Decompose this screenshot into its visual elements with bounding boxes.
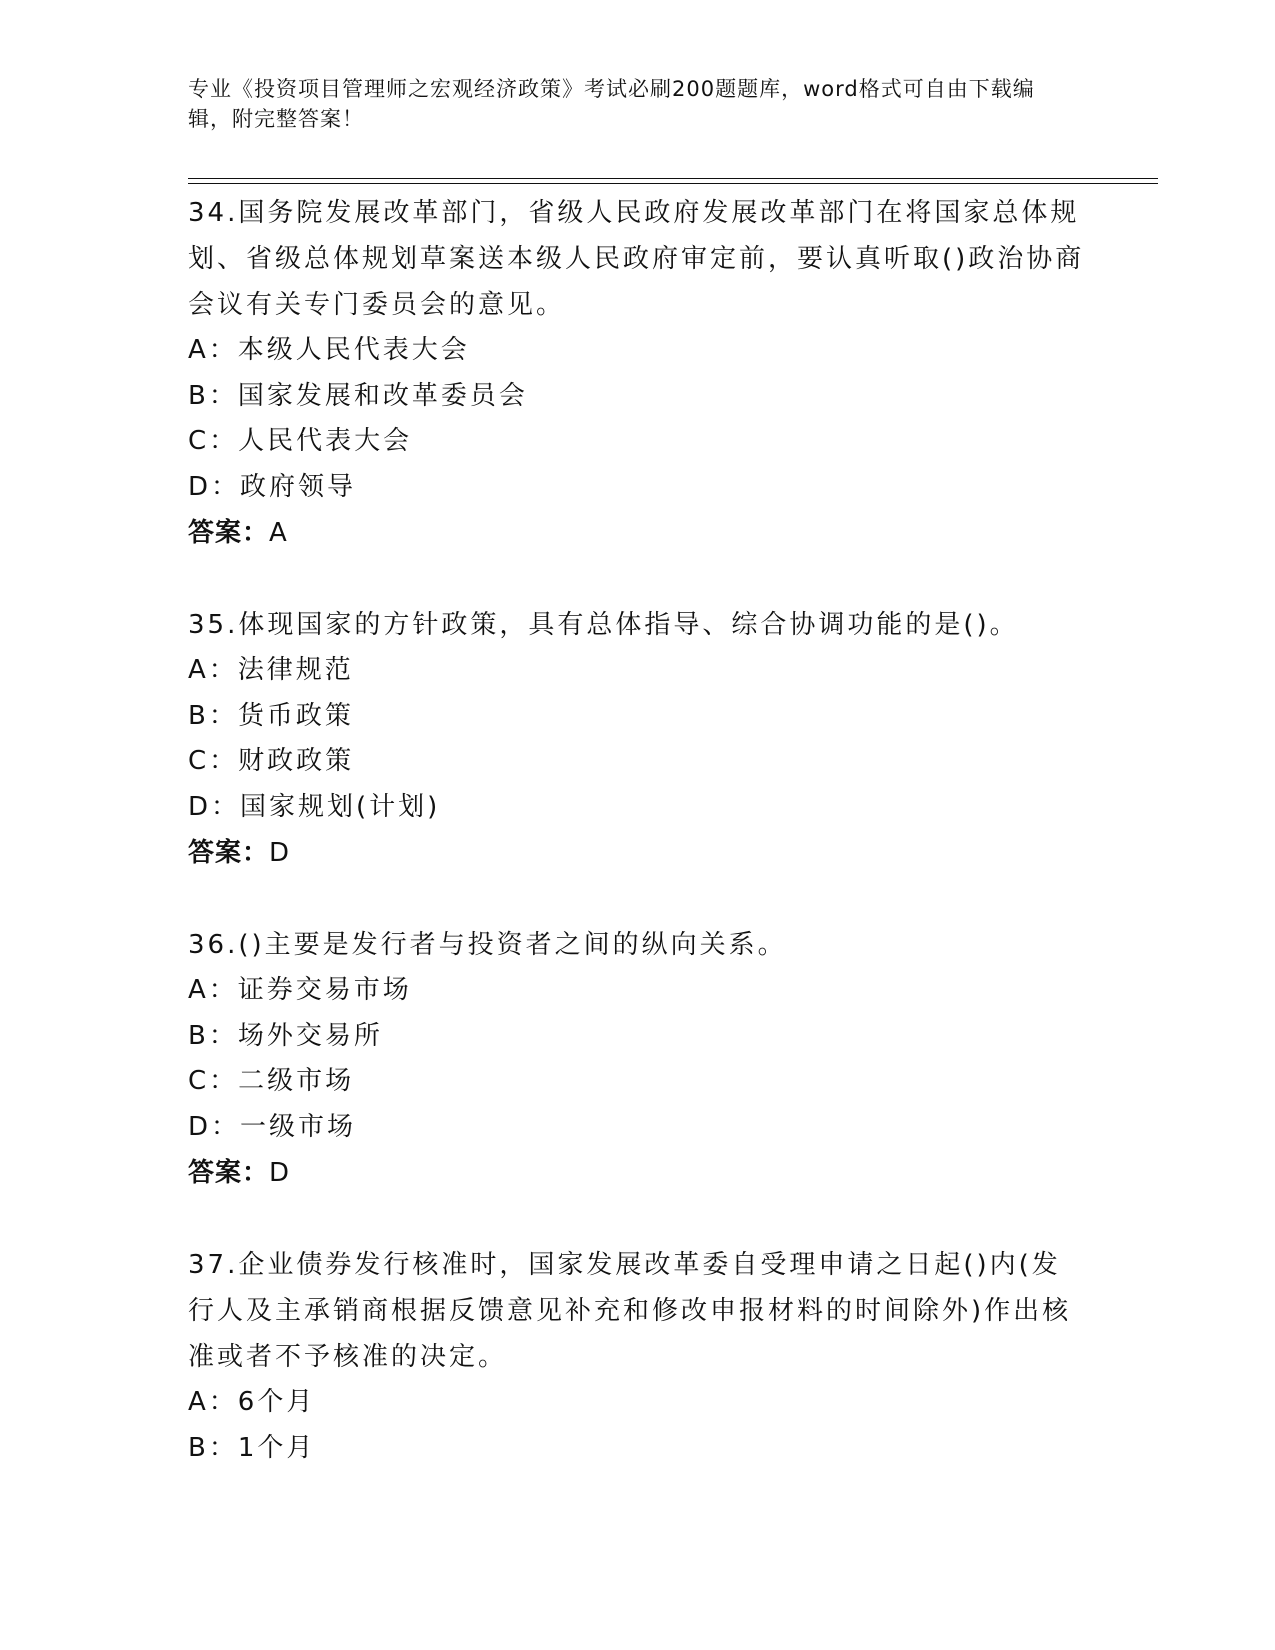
answer-line: [188, 510, 1088, 556]
question-list: [188, 190, 1088, 1517]
question-stem: 34.国务院发展改革部门，省级人民政府发展改革部门在将国家总体规划、省级总体规划草案送本级人民政府审定前，要认真听取()政治协商会议有关专门委员会的意见。: [188, 198, 1085, 320]
document-header: 专业《投资项目管理师之宏观经济政策》考试必刷200题题库，word格式可自由下载编辑，附完整答案！: [188, 77, 1035, 131]
option-a: A：本级人民代表大会: [188, 335, 470, 365]
option-b: B：货币政策: [188, 700, 354, 731]
option-c: C：人民代表大会: [188, 426, 413, 456]
option-b: B：场外交易所: [188, 1020, 383, 1051]
answer-value: D: [269, 1158, 291, 1188]
answer-line: [188, 1150, 1088, 1196]
option-b: B：1个月: [188, 1432, 316, 1463]
answer-value: D: [269, 838, 291, 868]
answer-label: 答案：: [188, 1158, 270, 1188]
question-37: [188, 1242, 1088, 1471]
header-rule-bottom: [188, 183, 1158, 184]
answer-label: 答案：: [188, 838, 270, 868]
option-a: A：法律规范: [188, 655, 354, 685]
question-36: [188, 922, 1088, 1196]
question-stem: 35.体现国家的方针政策，具有总体指导、综合协调功能的是()。: [188, 610, 1019, 640]
question-stem: 37.企业债券发行核准时，国家发展改革委自受理申请之日起()内(发行人及主承销商根据反馈意见补充和修改申报材料的时间除外)作出核准或者不予核准的决定。: [188, 1250, 1072, 1372]
question-stem: 36.()主要是发行者与投资者之间的纵向关系。: [188, 930, 787, 960]
header-rule-top: [188, 178, 1158, 179]
option-c: C：二级市场: [188, 1066, 355, 1096]
option-d: D：一级市场: [188, 1111, 357, 1142]
option-a: A：6个月: [188, 1387, 316, 1417]
question-34: [188, 190, 1088, 556]
answer-label: 答案：: [188, 518, 270, 548]
option-b: B：国家发展和改革委员会: [188, 380, 528, 411]
answer-line: [188, 830, 1088, 876]
question-35: [188, 602, 1088, 876]
answer-value: A: [269, 518, 288, 548]
option-a: A：证券交易市场: [188, 975, 412, 1005]
option-d: D：国家规划(计划): [188, 791, 441, 822]
option-d: D：政府领导: [188, 471, 357, 502]
option-c: C：财政政策: [188, 746, 355, 776]
